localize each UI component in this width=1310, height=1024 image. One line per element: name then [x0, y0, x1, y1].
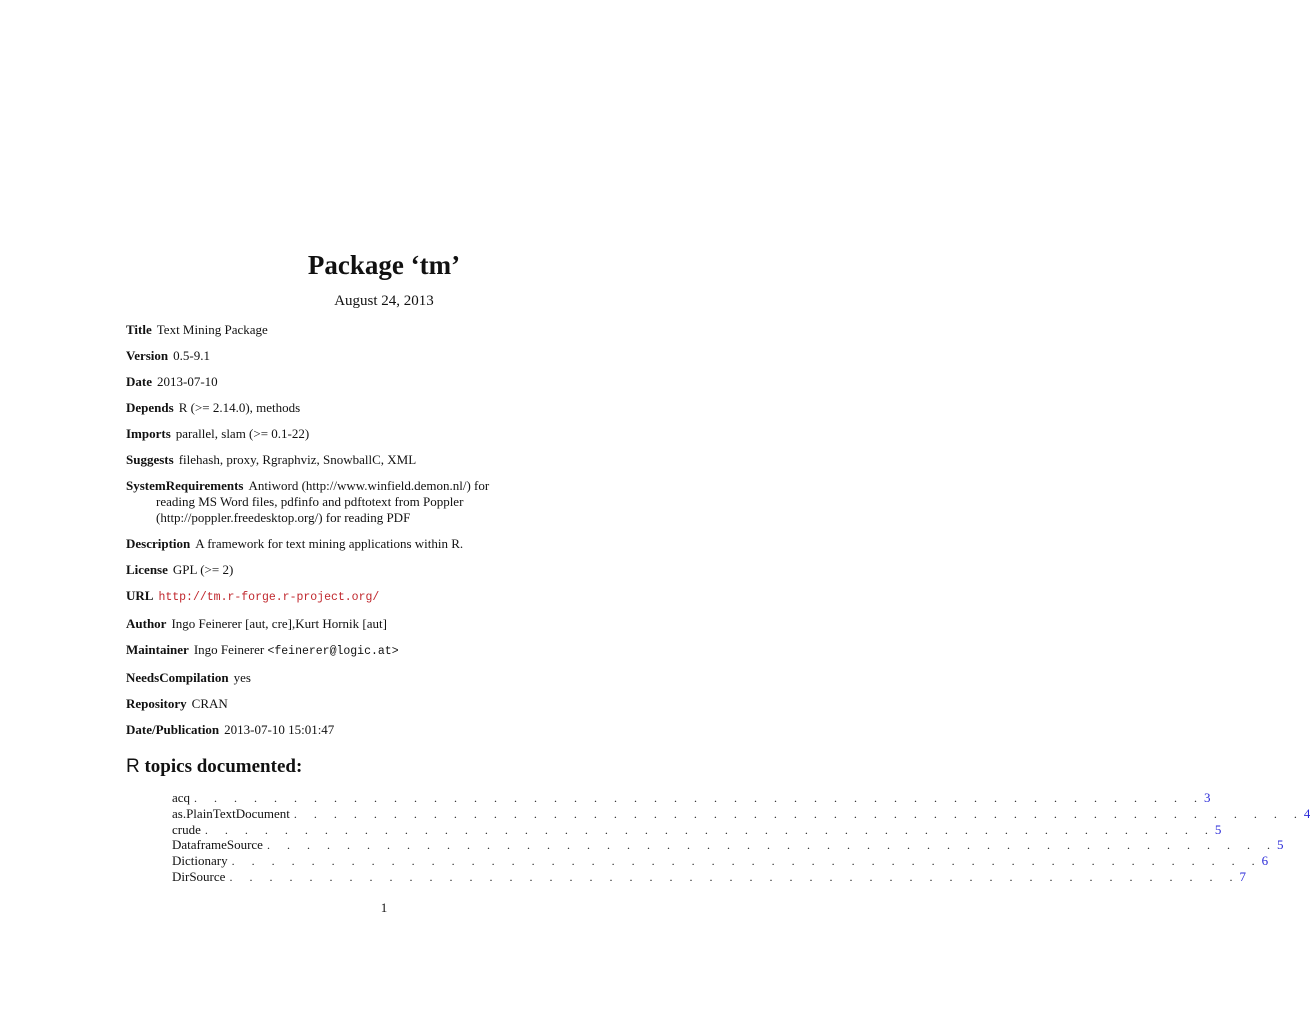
field-key: Depends	[126, 400, 174, 415]
toc-entry-name[interactable]: crude	[172, 821, 201, 837]
maintainer-name: Ingo Feinerer	[193, 642, 265, 657]
toc-leader-dots: . . . . . . . . . . . . . . . . . . . . . . . . . . . . . . . . . . . . . . . . . . . . . . . . . . . .	[231, 854, 1262, 869]
field-system-requirements	[126, 478, 646, 526]
field-imports	[126, 426, 646, 442]
field-key: Title	[126, 322, 152, 337]
package-date: August 24, 2013	[334, 293, 434, 309]
field-value: yes	[233, 670, 251, 685]
page-number: 1	[380, 900, 388, 915]
field-value-line: (http://poppler.freedesktop.org/) for reading PDF	[156, 510, 411, 525]
field-value: CRAN	[191, 696, 228, 711]
toc-leader-dots: . . . . . . . . . . . . . . . . . . . . . . . . . . . . . . . . . . . . . . . . . . . . . . . . . . .	[293, 806, 1304, 821]
toc-entry-dirsource[interactable]	[172, 868, 1246, 885]
field-key: Suggests	[126, 452, 174, 467]
toc-leader-dots: . . . . . . . . . . . . . . . . . . . . . . . . . . . . . . . . . . . . . . . . . . . . . . . . . . .	[194, 791, 1205, 805]
field-date	[126, 374, 646, 390]
field-repository	[126, 696, 646, 712]
toc-entry-name[interactable]: Dictionary	[172, 853, 228, 869]
field-value: R (>= 2.14.0), methods	[178, 400, 301, 415]
field-date-publication	[126, 722, 646, 738]
field-version	[126, 348, 646, 364]
field-key: Imports	[126, 426, 171, 441]
field-key: Description	[126, 536, 191, 551]
table-of-contents	[172, 790, 1310, 885]
field-value: 2013-07-10 15:01:47	[224, 722, 335, 737]
toc-entry-dataframesource[interactable]	[172, 837, 1284, 853]
field-value-line: reading MS Word files, pdfinfo and pdftotext from Poppler	[156, 494, 464, 509]
field-needs-compilation	[126, 670, 646, 686]
field-value: GPL (>= 2)	[172, 562, 234, 577]
field-key: Author	[126, 616, 167, 631]
field-value-line: Antiword (http://www.winfield.demon.nl/) for	[248, 478, 490, 493]
toc-entry-name[interactable]: acq	[172, 790, 191, 805]
field-key: NeedsCompilation	[126, 670, 229, 685]
field-key: License	[126, 562, 168, 577]
field-license	[126, 562, 646, 578]
toc-page-link[interactable]: 4	[1303, 805, 1310, 821]
field-author	[126, 616, 646, 632]
field-value: parallel, slam (>= 0.1-22)	[175, 426, 310, 441]
toc-leader-dots: . . . . . . . . . . . . . . . . . . . . . . . . . . . . . . . . . . . . . . . . . . . . . . . . . . .	[266, 838, 1277, 853]
toc-entry-dictionary[interactable]	[172, 853, 1269, 869]
field-value: A framework for text mining applications within R.	[195, 536, 464, 551]
field-value: filehash, proxy, Rgraphviz, SnowballC, XML	[178, 452, 417, 467]
field-key: URL	[126, 588, 154, 603]
field-key: Date	[126, 374, 152, 389]
field-value: 0.5-9.1	[173, 348, 210, 363]
toc-entry-acq[interactable]	[172, 790, 1211, 806]
topics-heading	[126, 756, 302, 778]
toc-page-link[interactable]: 6	[1261, 853, 1269, 869]
field-key: SystemRequirements	[126, 478, 244, 493]
maintainer-email: <feinerer@logic.at>	[267, 645, 399, 658]
toc-page-link[interactable]: 5	[1276, 837, 1284, 853]
field-key: Date/Publication	[126, 722, 220, 737]
package-title: Package ‘tm’	[307, 250, 461, 280]
toc-page-link[interactable]: 7	[1239, 868, 1246, 884]
toc-entry-name[interactable]: DirSource	[172, 868, 226, 884]
field-title	[126, 322, 646, 338]
toc-page-link[interactable]: 5	[1214, 821, 1222, 837]
toc-page-link[interactable]: 3	[1204, 790, 1211, 805]
url-link[interactable]: http://tm.r-forge.r-project.org/	[158, 591, 380, 604]
toc-entry-crude[interactable]	[172, 821, 1222, 838]
toc-entry-name[interactable]: as.PlainTextDocument	[172, 805, 290, 821]
topics-heading-r: R	[126, 756, 140, 777]
topics-heading-text: topics documented:	[139, 756, 303, 777]
field-maintainer	[126, 642, 646, 660]
field-depends	[126, 400, 646, 416]
field-suggests	[126, 452, 646, 468]
field-description	[126, 536, 646, 552]
field-key: Maintainer	[126, 642, 189, 657]
field-key: Version	[126, 348, 169, 363]
description-fields	[126, 322, 646, 748]
toc-leader-dots: . . . . . . . . . . . . . . . . . . . . . . . . . . . . . . . . . . . . . . . . . . . . . . . . . . .	[229, 869, 1240, 884]
field-url	[126, 588, 646, 606]
toc-entry-name[interactable]: DataframeSource	[172, 837, 263, 853]
field-key: Repository	[126, 696, 187, 711]
field-value: Ingo Feinerer [aut, cre],Kurt Hornik [aut]	[171, 616, 387, 631]
field-value: 2013-07-10	[157, 374, 218, 389]
toc-leader-dots: . . . . . . . . . . . . . . . . . . . . . . . . . . . . . . . . . . . . . . . . . . . . . . . . . . .	[204, 822, 1215, 837]
toc-entry-as-plaintextdocument[interactable]	[172, 805, 1310, 822]
field-value: Text Mining Package	[156, 322, 268, 337]
